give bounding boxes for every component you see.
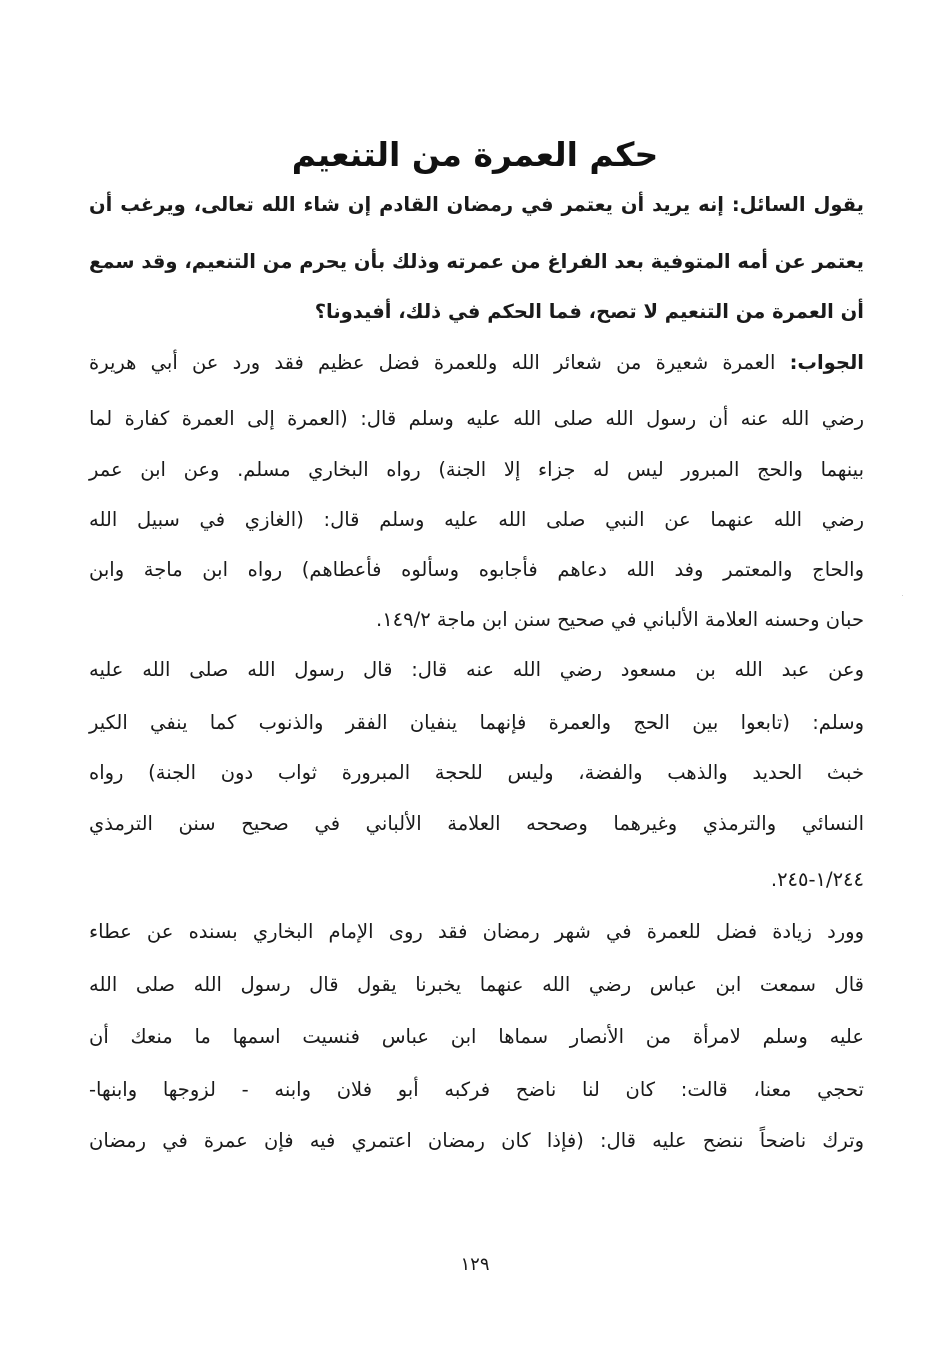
scan-speck bbox=[902, 595, 903, 596]
paragraph-line: قال سمعت ابن عباس رضي الله عنهما يخبرنا يقول قال رسول الله صلى الله bbox=[89, 973, 864, 996]
answer-line: رضي الله عنه أن رسول الله صلى الله عليه وسلم قال: (العمرة إلى العمرة كفارة لما bbox=[89, 407, 864, 430]
paragraph-line: خبث الحديد والذهب والفضة، وليس للحجة المبرورة ثواب دون الجنة) رواه bbox=[89, 761, 864, 784]
page-title: حكم العمرة من التنعيم bbox=[291, 135, 659, 174]
paragraph-line: وورد زيادة فضل للعمرة في شهر رمضان فقد روى الإمام البخاري بسنده عن عطاء bbox=[89, 920, 864, 943]
paragraph-line: ١/٢٤٤-٢٤٥. bbox=[770, 868, 864, 891]
question-line: يعتمر عن أمه المتوفية بعد الفراغ من عمرته وذلك بأن يحرم من التنعيم، وقد سمع bbox=[89, 250, 864, 273]
paragraph-line: عليه وسلم لامرأة من الأنصار سماها ابن عباس فنسيت اسمها ما منعك أن bbox=[89, 1025, 864, 1048]
answer-line: حبان وحسنه العلامة الألباني في صحيح سنن ابن ماجة ١٤٩/٢. bbox=[376, 608, 864, 631]
question-line: أن العمرة من التنعيم لا تصح، فما الحكم في ذلك، أفيدونا؟ bbox=[314, 300, 864, 323]
paragraph-line: وسلم: (تابعوا بين الحج والعمرة فإنهما ينفيان الفقر والذنوب كما ينفي الكير bbox=[89, 711, 864, 734]
answer-label: الجواب: bbox=[789, 351, 864, 374]
paragraph-line: وعن عبد الله بن مسعود رضي الله عنه قال: قال رسول الله صلى الله عليه bbox=[89, 658, 864, 681]
paragraph-line: تحجي معنا، قالت: كان لنا ناضح فركبه أبو فلان وابنه - لزوجها وابنها- bbox=[89, 1078, 864, 1101]
answer-line: بينهما والحج المبرور ليس له جزاء إلا الجنة) رواه البخاري مسلم. وعن ابن عمر bbox=[89, 458, 864, 481]
answer-line: رضي الله عنهما عن النبي صلى الله عليه وسلم قال: (الغازي في سبيل الله bbox=[89, 508, 864, 531]
paragraph-line: وترك ناضحاً ننضح عليه قال: (فإذا كان رمضان اعتمري فيه فإن عمرة في رمضان bbox=[89, 1129, 864, 1152]
answer-text: العمرة شعيرة من شعائر الله وللعمرة فضل عظيم فقد ورد عن أبي هريرة bbox=[89, 351, 776, 374]
answer-line bbox=[89, 339, 864, 387]
paragraph-line: النسائي والترمذي وغيرهما وصححه العلامة الألباني في صحيح سنن الترمذي bbox=[89, 812, 864, 835]
question-line: يقول السائل: إنه يريد أن يعتمر في رمضان القادم إن شاء الله تعالى، ويرغب أن bbox=[89, 193, 864, 216]
answer-line: والحاج والمعتمر وفد الله دعاهم فأجابوه وسألوه فأعطاهم) رواه ابن ماجة وابن bbox=[89, 558, 864, 581]
page-number: ١٢٩ bbox=[460, 1254, 490, 1275]
